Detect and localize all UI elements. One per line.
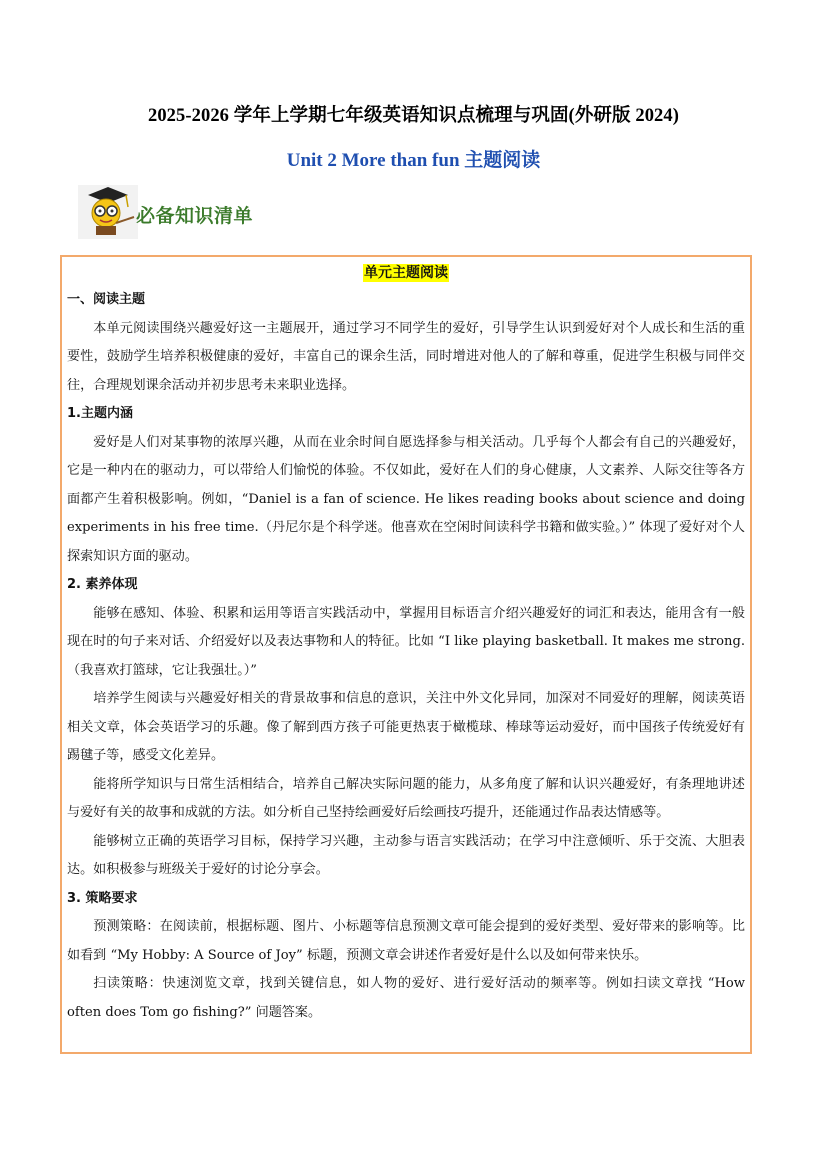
box-content: [67, 286, 745, 1027]
paragraph: 能够在感知、体验、积累和运用等语言实践活动中，掌握用目标语言介绍兴趣爱好的词汇和表达，能用含有一般现在时的句子来对话、介绍爱好以及表达事物和人的特征。比如 “I like playing basketball. It makes me strong.（我喜欢打篮球，它让我强壮。）”: [67, 605, 745, 678]
section-label: 必备知识清单: [136, 205, 254, 227]
box-title: 单元主题阅读: [364, 265, 448, 281]
section-header: [76, 183, 336, 241]
paragraph: 爱好是人们对某事物的浓厚兴趣，从而在业余时间自愿选择参与相关活动。几乎每个人都会有自己的兴趣爱好，它是一种内在的驱动力，可以带给人们愉悦的体验。不仅如此，爱好在人们的身心健康，人文素养、人际交往等各方面都产生着积极影响。例如，“Daniel is a fan of science. He likes reading books about science and doing experiments in his free time.（丹尼尔是个科学迷。他喜欢在空闲时间读科学书籍和做实验。）” 体现了爱好对个人探索知识方面的驱动。: [67, 434, 745, 564]
heading-reading-theme: 一、阅读主题: [67, 292, 146, 307]
heading-strategy: 3. 策略要求: [67, 890, 138, 906]
content-box: [60, 255, 752, 1054]
paragraph: 培养学生阅读与兴趣爱好相关的背景故事和信息的意识，关注中外文化异同，加深对不同爱好的理解，阅读英语相关文章，体会英语学习的乐趣。像了解到西方孩子可能更热衷于橄榄球、棒球等运动爱好，而中国孩子传统爱好有踢毽子等，感受文化差异。: [67, 691, 745, 763]
paragraph: 能够树立正确的英语学习目标，保持学习兴趣，主动参与语言实践活动；在学习中注意倾听、乐于交流、大胆表达。如积极参与班级关于爱好的讨论分享会。: [67, 833, 745, 877]
paragraph: 能将所学知识与日常生活相结合，培养自己解决实际问题的能力，从多角度了解和认识兴趣爱好，有条理地讲述与爱好有关的故事和成就的方法。如分析自己坚持绘画爱好后绘画技巧提升，还能通过作品表达情感等。: [67, 776, 745, 820]
heading-theme-meaning: 1.主题内涵: [67, 406, 133, 421]
heading-literacy: 2. 素养体现: [67, 577, 138, 592]
paragraph: 预测策略：在阅读前，根据标题、图片、小标题等信息预测文章可能会提到的爱好类型、爱好带来的影响等。比如看到 “My Hobby: A Source of Joy” 标题，预测文章会讲述作者爱好是什么以及如何带来快乐。: [67, 919, 745, 963]
paragraph: 本单元阅读围绕兴趣爱好这一主题展开，通过学习不同学生的爱好，引导学生认识到爱好对个人成长和生活的重要性，鼓励学生培养积极健康的爱好，丰富自己的课余生活，同时增进对他人的了解和尊重，促进学生积极与同伴交往，合理规划课余活动并初步思考未来职业选择。: [67, 320, 745, 393]
document-subtitle: Unit 2 More than fun 主题阅读: [286, 150, 541, 171]
scholar-mascot-icon: [76, 183, 140, 241]
document-title: 2025-2026 学年上学期七年级英语知识点梳理与巩固(外研版 2024): [147, 106, 680, 126]
paragraph: 扫读策略：快速浏览文章，找到关键信息，如人物的爱好、进行爱好活动的频率等。例如扫读文章找 “How often does Tom go fishing?” 问题答案。: [67, 976, 745, 1020]
